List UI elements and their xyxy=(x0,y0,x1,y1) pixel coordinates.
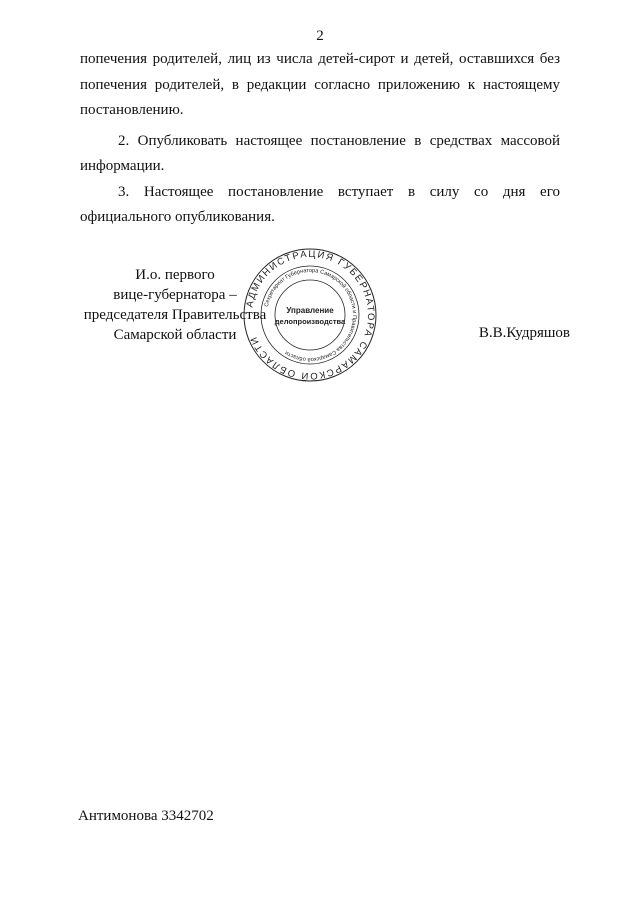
stamp-outer-text: АДМИНИСТРАЦИЯ ГУБЕРНАТОРА САМАРСКОЙ ОБЛАСТИ xyxy=(244,248,377,382)
title-line: председателя Правительства xyxy=(83,307,267,323)
stamp-inner-text: Секретариат Губернатора Самарской области и Правительства Самарской области xyxy=(263,267,358,363)
svg-text:Секретариат Губернатора Самарс xyxy=(264,268,357,363)
paragraph-3-line-2: официального опубликования. xyxy=(80,209,275,225)
signatory-name: В.В.Кудряшов xyxy=(478,325,570,341)
title-line: И.о. первого xyxy=(135,267,215,283)
title-line: вице-губернатора – xyxy=(113,287,237,303)
executor-info: Антимонова 3342702 xyxy=(78,808,214,824)
stamp-center-line-2: делопроизводства xyxy=(274,317,346,326)
document-body xyxy=(80,47,560,231)
page-number: 2 xyxy=(316,28,324,44)
stamp-center-line-1: Управление xyxy=(286,306,334,315)
paragraph-1-line-3: постановлению. xyxy=(80,102,184,118)
paragraph-2-line-2: информации. xyxy=(80,158,165,174)
paragraph-3-line-1: 3. Настоящее постановление вступает в силу со дня его xyxy=(118,183,560,200)
official-stamp xyxy=(242,247,378,383)
paragraph-1-line-1: попечения родителей, лиц из числа детей-сирот и детей, оставшихся без xyxy=(80,51,560,67)
paragraph-2-line-1: 2. Опубликовать настоящее постановление в средствах массовой xyxy=(118,132,560,149)
paragraph-1-line-2: попечения родителей, в редакции согласно приложению к настоящему xyxy=(80,76,560,93)
title-line: Самарской области xyxy=(113,327,237,343)
